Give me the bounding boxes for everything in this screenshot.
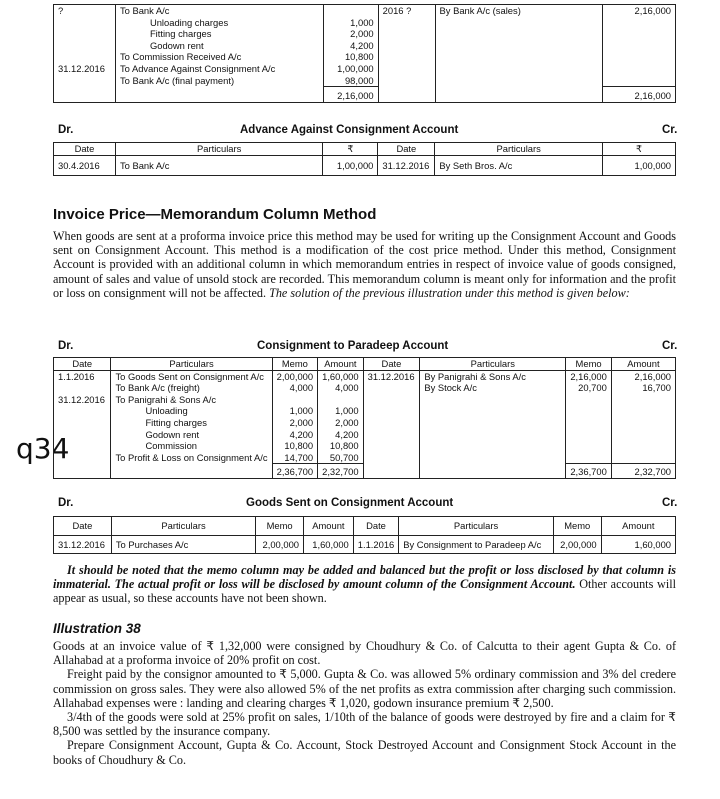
cell-date	[54, 452, 111, 464]
cell-particulars: To Advance Against Consignment A/c	[115, 63, 323, 75]
cell-empty	[611, 405, 675, 417]
total-row	[54, 87, 676, 103]
cell-empty	[611, 417, 675, 429]
header-memo: Memo	[256, 517, 304, 536]
cell-date: 1.1.2016	[353, 535, 399, 554]
cell-date	[54, 17, 116, 29]
illus-paragraph-1: Goods at an invoice value of ₹ 1,32,000 were consigned by Choudhury & Co. of Calcutta to their agent Gupta & Co. of Allahabad at a proforma invoice of 20% profit on cost.	[53, 639, 676, 668]
cell-particulars: To Bank A/c	[115, 155, 322, 176]
header-amount: Amount	[318, 358, 364, 371]
cell-empty	[603, 28, 676, 40]
cell-particulars: Godown rent	[115, 40, 323, 52]
cell-memo: 2,00,000	[256, 535, 304, 554]
cell-amount: 1,00,000	[603, 155, 676, 176]
table-row	[54, 535, 676, 554]
section-title: Invoice Price—Memorandum Column Method	[53, 206, 377, 223]
cell-empty	[420, 452, 566, 464]
cell-date	[54, 405, 111, 417]
cell-particulars: To Commission Received A/c	[115, 51, 323, 63]
cell-particulars: To Panigrahi & Sons A/c	[111, 394, 272, 406]
cell-empty	[566, 440, 612, 452]
cell-empty	[566, 429, 612, 441]
cell-empty	[363, 394, 420, 406]
cell-amount: 4,200	[323, 40, 378, 52]
cell-memo	[272, 394, 318, 406]
cell-date: 2016 ?	[378, 5, 435, 17]
header-date: Date	[378, 143, 435, 156]
illus-paragraph-3: 3/4th of the goods were sold at 25% profit on sales, 1/10th of the balance of goods were destroyed by fire and a claim for ₹ 8,500 was settled by the insurance company.	[53, 710, 676, 739]
cell-empty	[363, 440, 420, 452]
cell-empty	[378, 87, 435, 103]
cell-memo: 4,200	[272, 429, 318, 441]
illus-paragraph-2: Freight paid by the consignor amounted to ₹ 5,000. Gupta & Co. was allowed 5% ordinary commission and 3% del credere commission on gross sales. They were also allowed 5% of the net profits as extra commission after charging such commission. Allahabad expenses were : landing and clearing charges ₹ 1,020, godown insurance premium ₹ 2,500.	[53, 667, 676, 710]
cell-amount: 1,60,000	[601, 535, 675, 554]
cell-empty	[603, 51, 676, 63]
cell-amount: 10,800	[318, 440, 364, 452]
cell-empty	[363, 382, 420, 394]
header-particulars: Particulars	[111, 358, 272, 371]
cell-empty	[611, 429, 675, 441]
cell-empty	[420, 394, 566, 406]
cell-amount: 1,60,000	[304, 535, 354, 554]
header-particulars: Particulars	[420, 358, 566, 371]
cell-empty	[378, 40, 435, 52]
cell-empty	[363, 464, 420, 479]
table-row	[54, 440, 676, 452]
cell-date: ?	[54, 5, 116, 17]
header-particulars: Particulars	[435, 143, 603, 156]
total-amount: 2,32,700	[318, 464, 364, 479]
cell-particulars: By Bank A/c (sales)	[435, 5, 603, 17]
cell-particulars: Fitting charges	[111, 417, 272, 429]
cell-date: 30.4.2016	[54, 155, 116, 176]
dr-label: Dr.	[58, 340, 74, 352]
illus-paragraph-4: Prepare Consignment Account, Gupta & Co. Account, Stock Destroyed Account and Consignment Stock Account in the books of Choudhury & Co.	[53, 738, 676, 767]
total-memo: 2,36,700	[566, 464, 612, 479]
cell-empty	[603, 63, 676, 75]
illustration-title: Illustration 38	[53, 621, 141, 636]
total-amount: 2,32,700	[611, 464, 675, 479]
cr-label: Cr.	[662, 340, 678, 352]
table-row	[54, 417, 676, 429]
header-amount: Amount	[611, 358, 675, 371]
cell-amount: 1,00,000	[323, 63, 378, 75]
table-row	[54, 75, 676, 87]
header-date: Date	[54, 517, 112, 536]
table-row	[54, 382, 676, 394]
cell-empty	[611, 394, 675, 406]
header-date: Date	[363, 358, 420, 371]
header-amount: ₹	[323, 143, 378, 156]
cell-date: 31.12.2016	[54, 63, 116, 75]
advance-account-title: Advance Against Consignment Account	[240, 124, 459, 136]
header-date: Date	[54, 143, 116, 156]
goods-sent-account-table	[53, 516, 676, 554]
table-row	[54, 28, 676, 40]
cell-date	[54, 40, 116, 52]
cell-memo: 1,000	[272, 405, 318, 417]
memo-note	[53, 563, 676, 606]
header-memo: Memo	[272, 358, 318, 371]
cell-date: 31.12.2016	[378, 155, 435, 176]
goods-sent-account-title: Goods Sent on Consignment Account	[246, 497, 454, 509]
table-row	[54, 51, 676, 63]
header-date: Date	[54, 358, 111, 371]
table-row	[54, 370, 676, 382]
table-row	[54, 155, 676, 176]
cell-amount	[318, 394, 364, 406]
cell-memo: 2,00,000	[553, 535, 601, 554]
cell-date	[54, 417, 111, 429]
cell-empty	[566, 417, 612, 429]
cell-amount: 1,60,000	[318, 370, 364, 382]
cell-empty	[54, 464, 111, 479]
cell-amount: 2,16,000	[603, 5, 676, 17]
total-amount: 2,16,000	[603, 87, 676, 103]
header-particulars: Particulars	[115, 143, 322, 156]
cell-memo: 10,800	[272, 440, 318, 452]
table-row	[54, 429, 676, 441]
cell-date: 31.12.2016	[54, 394, 111, 406]
cell-memo: 20,700	[566, 382, 612, 394]
cell-empty	[435, 75, 603, 87]
cell-empty	[378, 63, 435, 75]
cell-particulars: To Purchases A/c	[111, 535, 255, 554]
cell-empty	[603, 17, 676, 29]
header-particulars: Particulars	[111, 517, 255, 536]
cr-label: Cr.	[662, 124, 678, 136]
cell-particulars: By Panigrahi & Sons A/c	[420, 370, 566, 382]
cell-particulars: Unloading charges	[115, 17, 323, 29]
header-memo: Memo	[566, 358, 612, 371]
cell-date: 1.1.2016	[54, 370, 111, 382]
cell-memo: 14,700	[272, 452, 318, 464]
cell-amount: 4,200	[318, 429, 364, 441]
header-amount: Amount	[304, 517, 354, 536]
cell-particulars: To Bank A/c (final payment)	[115, 75, 323, 87]
cell-particulars: Godown rent	[111, 429, 272, 441]
cell-date	[54, 28, 116, 40]
cell-amount: 50,700	[318, 452, 364, 464]
cell-empty	[603, 40, 676, 52]
cell-particulars: Fitting charges	[115, 28, 323, 40]
cell-particulars: To Bank A/c	[115, 5, 323, 17]
cell-amount	[323, 5, 378, 17]
cell-memo: 2,000	[272, 417, 318, 429]
header-date: Date	[353, 517, 399, 536]
intro-paragraph	[53, 229, 676, 300]
intro-text: When goods are sent at a proforma invoice price this method may be used for writing up the Consignment Account and Goods sent on Consignment Account. This method is a modification of the cost price method. Under this method, Consignment Account is provided with an additional column in which memorandum entries in respect of invoice value of goods consigned, amount of sales and value of unsold stock are recorded. This memorandum column is meant only for information and the profit or loss on consignment will not be affected.	[53, 229, 676, 300]
dr-label: Dr.	[58, 497, 74, 509]
handwritten-label: q34	[16, 432, 70, 465]
paradeep-account-table	[53, 357, 676, 479]
cell-empty	[378, 28, 435, 40]
cell-empty	[363, 405, 420, 417]
cell-empty	[54, 87, 116, 103]
header-amount: ₹	[603, 143, 676, 156]
note-plain: Other accounts will appear as usual, so these accounts have not been shown.	[53, 577, 676, 606]
cell-amount: 10,800	[323, 51, 378, 63]
cell-empty	[420, 429, 566, 441]
illustration-body	[53, 639, 676, 767]
cell-particulars: To Profit & Loss on Consignment A/c	[111, 452, 272, 464]
cell-empty	[363, 417, 420, 429]
cell-empty	[435, 63, 603, 75]
cell-date	[54, 382, 111, 394]
cell-particulars: Commission	[111, 440, 272, 452]
cell-amount: 4,000	[318, 382, 364, 394]
cell-empty	[363, 429, 420, 441]
cell-empty	[611, 452, 675, 464]
total-memo: 2,36,700	[272, 464, 318, 479]
cell-particulars: Unloading	[111, 405, 272, 417]
cell-empty	[435, 40, 603, 52]
cell-empty	[435, 51, 603, 63]
cell-empty	[378, 17, 435, 29]
cell-amount: 2,000	[318, 417, 364, 429]
table-row	[54, 40, 676, 52]
cell-empty	[611, 440, 675, 452]
table-row	[54, 63, 676, 75]
cell-empty	[378, 75, 435, 87]
cell-empty	[363, 452, 420, 464]
cell-particulars: By Stock A/c	[420, 382, 566, 394]
cell-date	[54, 429, 111, 441]
note-bold: It should be noted that the memo column may be added and balanced but the profit or loss disclosed by that column is immaterial. The actual profit or loss will be disclosed by amount column of the Consignment Account.	[53, 563, 676, 592]
dr-label: Dr.	[58, 124, 74, 136]
cell-empty	[378, 51, 435, 63]
cell-empty	[566, 394, 612, 406]
cell-empty	[566, 405, 612, 417]
cell-date	[54, 440, 111, 452]
total-amount: 2,16,000	[323, 87, 378, 103]
table-row	[54, 405, 676, 417]
cell-empty	[420, 417, 566, 429]
cell-amount: 2,000	[323, 28, 378, 40]
cr-label: Cr.	[662, 497, 678, 509]
cell-amount: 16,700	[611, 382, 675, 394]
cell-particulars: By Consignment to Paradeep A/c	[399, 535, 554, 554]
table-row	[54, 17, 676, 29]
cell-date	[54, 75, 116, 87]
cell-particulars: To Bank A/c (freight)	[111, 382, 272, 394]
cell-particulars: By Seth Bros. A/c	[435, 155, 603, 176]
header-particulars: Particulars	[399, 517, 554, 536]
cell-empty	[111, 464, 272, 479]
cell-date: 31.12.2016	[54, 535, 112, 554]
cell-empty	[566, 452, 612, 464]
top-ledger-table	[53, 4, 676, 103]
paradeep-account-title: Consignment to Paradeep Account	[257, 340, 449, 352]
cell-amount: 1,00,000	[323, 155, 378, 176]
cell-particulars: To Goods Sent on Consignment A/c	[111, 370, 272, 382]
advance-account-table	[53, 142, 676, 176]
cell-empty	[435, 28, 603, 40]
header-memo: Memo	[553, 517, 601, 536]
cell-empty	[435, 17, 603, 29]
cell-memo: 2,00,000	[272, 370, 318, 382]
cell-memo: 2,16,000	[566, 370, 612, 382]
cell-memo: 4,000	[272, 382, 318, 394]
cell-amount: 2,16,000	[611, 370, 675, 382]
cell-date: 31.12.2016	[363, 370, 420, 382]
cell-empty	[115, 87, 323, 103]
cell-empty	[435, 87, 603, 103]
cell-empty	[420, 405, 566, 417]
cell-amount: 98,000	[323, 75, 378, 87]
cell-amount: 1,000	[323, 17, 378, 29]
total-row	[54, 464, 676, 479]
intro-italic: The solution of the previous illustration under this method is given below:	[269, 285, 630, 300]
cell-empty	[420, 464, 566, 479]
cell-empty	[603, 75, 676, 87]
header-amount: Amount	[601, 517, 675, 536]
cell-amount: 1,000	[318, 405, 364, 417]
cell-date	[54, 51, 116, 63]
table-row	[54, 452, 676, 464]
table-row	[54, 5, 676, 17]
cell-empty	[420, 440, 566, 452]
table-row	[54, 394, 676, 406]
